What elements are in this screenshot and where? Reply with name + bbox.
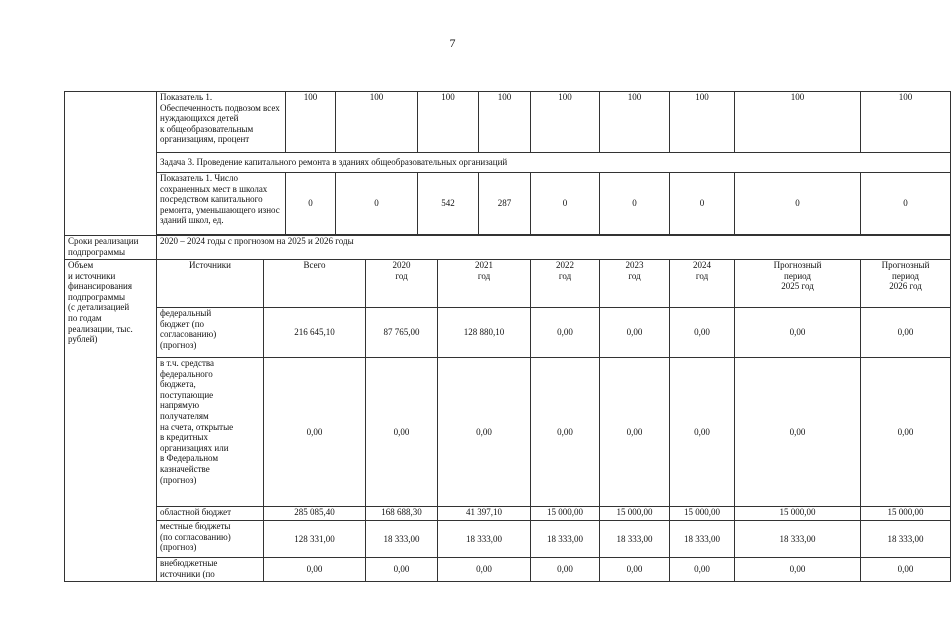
column-header: 2020 год <box>366 260 438 308</box>
amount-cell: 0,00 <box>861 358 951 507</box>
amount-cell: 0,00 <box>438 558 531 582</box>
task-label: Задача 3. Проведение капитального ремонта в зданиях общеобразовательных организаций <box>157 153 951 173</box>
amount-cell: 15 000,00 <box>531 507 600 521</box>
column-header: Прогнозный период 2026 год <box>861 260 951 308</box>
amount-cell: 0,00 <box>264 558 366 582</box>
terms-label: Сроки реализации подпрограммы <box>65 236 157 260</box>
terms-row <box>65 236 951 260</box>
amount-cell: 128 331,00 <box>264 521 366 558</box>
amount-cell: 0,00 <box>531 308 600 358</box>
amount-cell: 0,00 <box>670 308 735 358</box>
value-cell: 287 <box>479 173 531 235</box>
value-cell: 0 <box>735 173 861 235</box>
amount-cell: 168 688,30 <box>366 507 438 521</box>
finance-row <box>65 308 951 358</box>
value-cell: 0 <box>531 173 600 235</box>
subprogram-passport-table <box>64 91 930 582</box>
amount-cell: 0,00 <box>531 558 600 582</box>
amount-cell: 0,00 <box>531 358 600 507</box>
amount-cell: 87 765,00 <box>366 308 438 358</box>
amount-cell: 18 333,00 <box>861 521 951 558</box>
finance-header-row <box>65 260 951 308</box>
amount-cell: 0,00 <box>861 308 951 358</box>
source-label: местные бюджеты (по согласованию) (прогноз) <box>157 521 264 558</box>
amount-cell: 0,00 <box>670 558 735 582</box>
passport-table <box>64 91 951 582</box>
page-number: 7 <box>449 36 456 50</box>
finance-row <box>65 558 951 582</box>
amount-cell: 15 000,00 <box>861 507 951 521</box>
value-cell: 542 <box>418 173 479 235</box>
amount-cell: 18 333,00 <box>438 521 531 558</box>
value-cell: 100 <box>670 92 735 153</box>
amount-cell: 0,00 <box>600 358 670 507</box>
amount-cell: 18 333,00 <box>600 521 670 558</box>
amount-cell: 0,00 <box>600 308 670 358</box>
amount-cell: 0,00 <box>366 358 438 507</box>
value-cell: 100 <box>861 92 951 153</box>
amount-cell: 0,00 <box>735 308 861 358</box>
column-header: 2023 год <box>600 260 670 308</box>
finance-row <box>65 521 951 558</box>
finance-label: Объем и источники финансирования подпрограммы (с детализацией по годам реализации, тыс. рублей) <box>65 260 157 582</box>
source-label: областной бюджет <box>157 507 264 521</box>
finance-row <box>65 507 951 521</box>
value-cell: 100 <box>418 92 479 153</box>
amount-cell: 0,00 <box>735 558 861 582</box>
amount-cell: 18 333,00 <box>366 521 438 558</box>
source-label: федеральный бюджет (по согласованию) (прогноз) <box>157 308 264 358</box>
value-cell: 0 <box>600 173 670 235</box>
amount-cell: 41 397,10 <box>438 507 531 521</box>
task-row <box>65 153 951 173</box>
blank-label-cell <box>65 92 157 236</box>
amount-cell: 285 085,40 <box>264 507 366 521</box>
column-header: 2022 год <box>531 260 600 308</box>
amount-cell: 18 333,00 <box>735 521 861 558</box>
value-cell: 0 <box>336 173 418 235</box>
source-label: внебюджетные источники (по <box>157 558 264 582</box>
value-cell: 0 <box>861 173 951 235</box>
value-cell: 100 <box>735 92 861 153</box>
amount-cell: 128 880,10 <box>438 308 531 358</box>
amount-cell: 216 645,10 <box>264 308 366 358</box>
column-header: Источники <box>157 260 264 308</box>
amount-cell: 0,00 <box>861 558 951 582</box>
column-header: 2024 год <box>670 260 735 308</box>
value-cell: 100 <box>336 92 418 153</box>
value-cell: 100 <box>479 92 531 153</box>
amount-cell: 15 000,00 <box>735 507 861 521</box>
amount-cell: 0,00 <box>670 358 735 507</box>
amount-cell: 0,00 <box>438 358 531 507</box>
amount-cell: 18 333,00 <box>670 521 735 558</box>
column-header: 2021 год <box>438 260 531 308</box>
column-header: Прогнозный период 2025 год <box>735 260 861 308</box>
amount-cell: 0,00 <box>735 358 861 507</box>
amount-cell: 18 333,00 <box>531 521 600 558</box>
finance-row <box>65 358 951 507</box>
terms-value: 2020 – 2024 годы с прогнозом на 2025 и 2026 годы <box>157 236 951 260</box>
indicator-row-1 <box>65 92 951 153</box>
source-label: в т.ч. средства федерального бюджета, поступающие напрямую получателям на счета, открытые в кредитных организациях или в Федеральном казначействе (прогноз) <box>157 358 264 507</box>
indicator-label: Показатель 1. Число сохраненных мест в школах посредством капитального ремонта, уменьшающего износ зданий школ, ед. <box>157 173 286 235</box>
amount-cell: 0,00 <box>600 558 670 582</box>
indicator-label: Показатель 1. Обеспеченность подвозом всех нуждающихся детей к общеобразовательным организациям, процент <box>157 92 286 153</box>
value-cell: 0 <box>286 173 336 235</box>
amount-cell: 0,00 <box>264 358 366 507</box>
amount-cell: 0,00 <box>366 558 438 582</box>
indicator-row-2 <box>65 173 951 235</box>
amount-cell: 15 000,00 <box>600 507 670 521</box>
amount-cell: 15 000,00 <box>670 507 735 521</box>
value-cell: 0 <box>670 173 735 235</box>
value-cell: 100 <box>286 92 336 153</box>
value-cell: 100 <box>600 92 670 153</box>
value-cell: 100 <box>531 92 600 153</box>
column-header: Всего <box>264 260 366 308</box>
